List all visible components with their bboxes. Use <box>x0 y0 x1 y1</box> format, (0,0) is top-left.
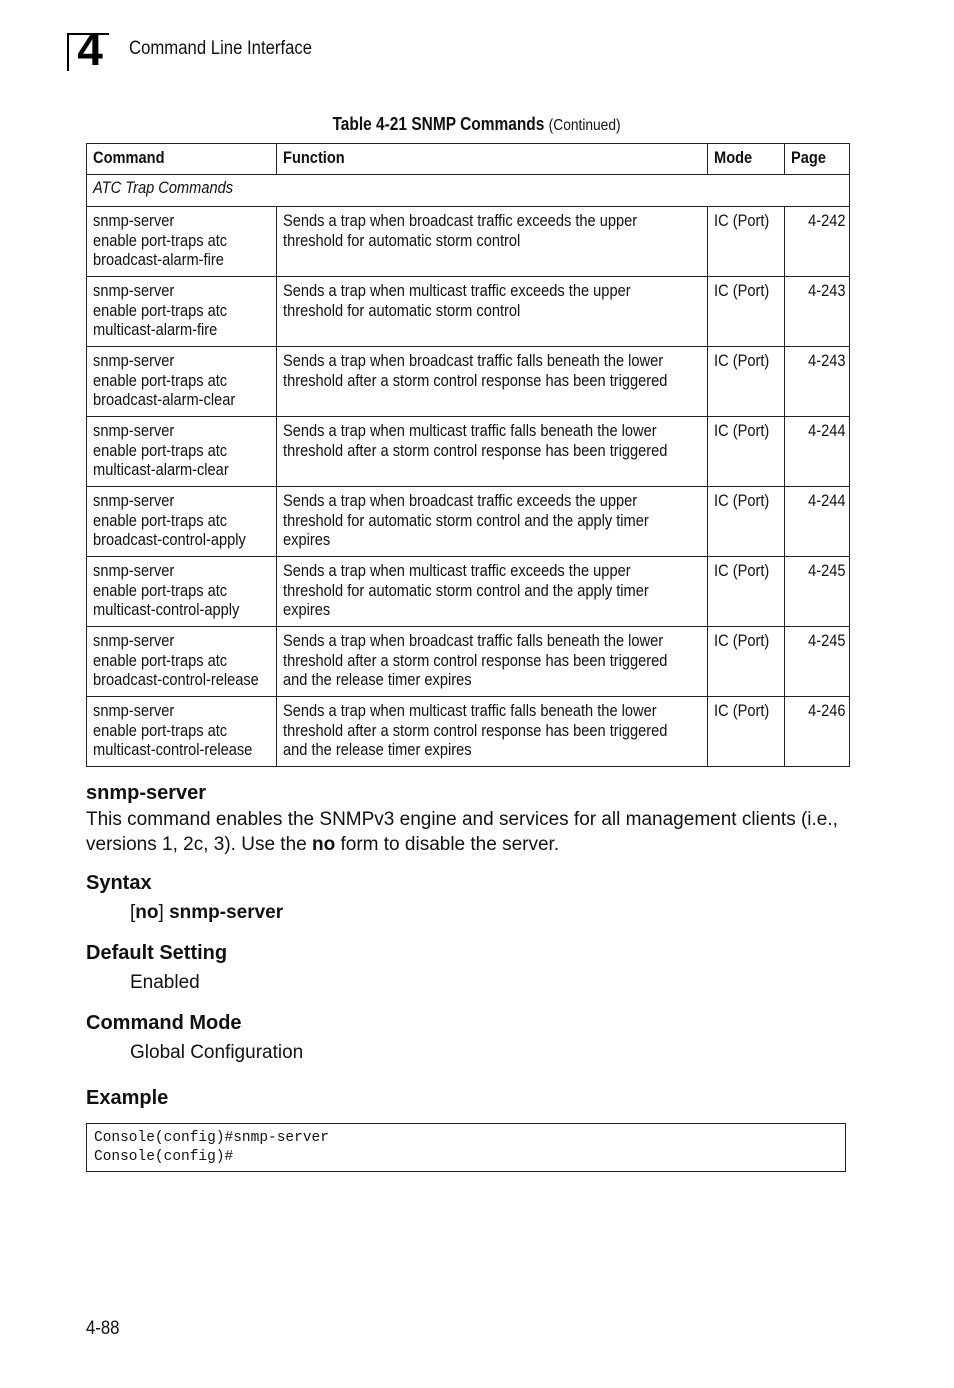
table-row <box>87 487 850 557</box>
page-cell: 4-245 <box>785 627 850 697</box>
table-caption <box>0 114 954 135</box>
page-cell: 4-244 <box>785 417 850 487</box>
example-code-block <box>86 1123 846 1172</box>
mode-cell: IC (Port) <box>708 417 785 487</box>
command-cell: snmp-server enable port-traps atc broadcast-control-release <box>87 627 277 697</box>
function-cell: Sends a trap when multicast traffic exceeds the upper threshold for automatic storm control <box>277 277 708 347</box>
chapter-number: 4 <box>77 23 103 75</box>
command-cell: snmp-server enable port-traps atc broadcast-alarm-fire <box>87 207 277 277</box>
function-cell: Sends a trap when multicast traffic falls beneath the lower threshold after a storm control response has been triggered <box>277 417 708 487</box>
command-cell: snmp-server enable port-traps atc multicast-control-release <box>87 697 277 767</box>
mode-cell: IC (Port) <box>708 557 785 627</box>
table-section-heading: ATC Trap Commands <box>87 175 850 207</box>
function-cell: Sends a trap when broadcast traffic exceeds the upper threshold for automatic storm control and the apply timer expires <box>277 487 708 557</box>
default-setting-heading: Default Setting <box>86 942 228 964</box>
mode-cell: IC (Port) <box>708 697 785 767</box>
table-row <box>87 417 850 487</box>
column-header-mode: Mode <box>708 144 785 175</box>
page-cell: 4-246 <box>785 697 850 767</box>
column-header-page: Page <box>785 144 850 175</box>
page-cell: 4-243 <box>785 277 850 347</box>
table-row <box>87 207 850 277</box>
no-keyword: no <box>312 834 336 855</box>
page-cell: 4-243 <box>785 347 850 417</box>
page-cell: 4-244 <box>785 487 850 557</box>
table-row <box>87 697 850 767</box>
code-line: Console(config)#snmp-server <box>94 1130 329 1146</box>
function-cell: Sends a trap when broadcast traffic falls beneath the lower threshold after a storm control response has been triggered <box>277 347 708 417</box>
table-row <box>87 347 850 417</box>
column-header-function: Function <box>277 144 708 175</box>
mode-cell: IC (Port) <box>708 207 785 277</box>
mode-cell: IC (Port) <box>708 627 785 697</box>
running-header-title: Command Line Interface <box>129 38 313 59</box>
syntax-line: [no] snmp-server <box>130 902 284 923</box>
function-cell: Sends a trap when multicast traffic falls beneath the lower threshold after a storm control response has been triggered and the release timer expires <box>277 697 708 767</box>
function-cell: Sends a trap when broadcast traffic falls beneath the lower threshold after a storm control response has been triggered and the release timer expires <box>277 627 708 697</box>
page-cell: 4-242 <box>785 207 850 277</box>
command-cell: snmp-server enable port-traps atc broadcast-alarm-clear <box>87 347 277 417</box>
table-row <box>87 627 850 697</box>
example-heading: Example <box>86 1087 169 1109</box>
table-row <box>87 277 850 347</box>
mode-cell: IC (Port) <box>708 487 785 557</box>
command-description: This command enables the SNMPv3 engine and services for all management clients (i.e., versions 1, 2c, 3). Use the no form to disable the server. <box>86 809 838 855</box>
default-setting-value: Enabled <box>130 972 200 993</box>
command-mode-value: Global Configuration <box>130 1042 304 1063</box>
mode-cell: IC (Port) <box>708 277 785 347</box>
command-cell: snmp-server enable port-traps atc broadcast-control-apply <box>87 487 277 557</box>
page-cell: 4-245 <box>785 557 850 627</box>
code-line: Console(config)# <box>94 1149 234 1165</box>
command-cell: snmp-server enable port-traps atc multicast-alarm-clear <box>87 417 277 487</box>
command-cell: snmp-server enable port-traps atc multicast-control-apply <box>87 557 277 627</box>
command-mode-heading: Command Mode <box>86 1012 242 1034</box>
command-title: snmp-server <box>86 782 207 804</box>
command-cell: snmp-server enable port-traps atc multicast-alarm-fire <box>87 277 277 347</box>
function-cell: Sends a trap when multicast traffic exceeds the upper threshold for automatic storm control and the apply timer expires <box>277 557 708 627</box>
mode-cell: IC (Port) <box>708 347 785 417</box>
function-cell: Sends a trap when broadcast traffic exceeds the upper threshold for automatic storm control <box>277 207 708 277</box>
page-number: 4-88 <box>86 1318 120 1339</box>
syntax-heading: Syntax <box>86 872 152 894</box>
snmp-commands-table <box>86 143 850 767</box>
table-caption-label: Table 4-21 SNMP Commands <box>332 114 545 134</box>
table-caption-suffix: (Continued) <box>549 117 622 134</box>
column-header-command: Command <box>87 144 277 175</box>
table-row <box>87 557 850 627</box>
